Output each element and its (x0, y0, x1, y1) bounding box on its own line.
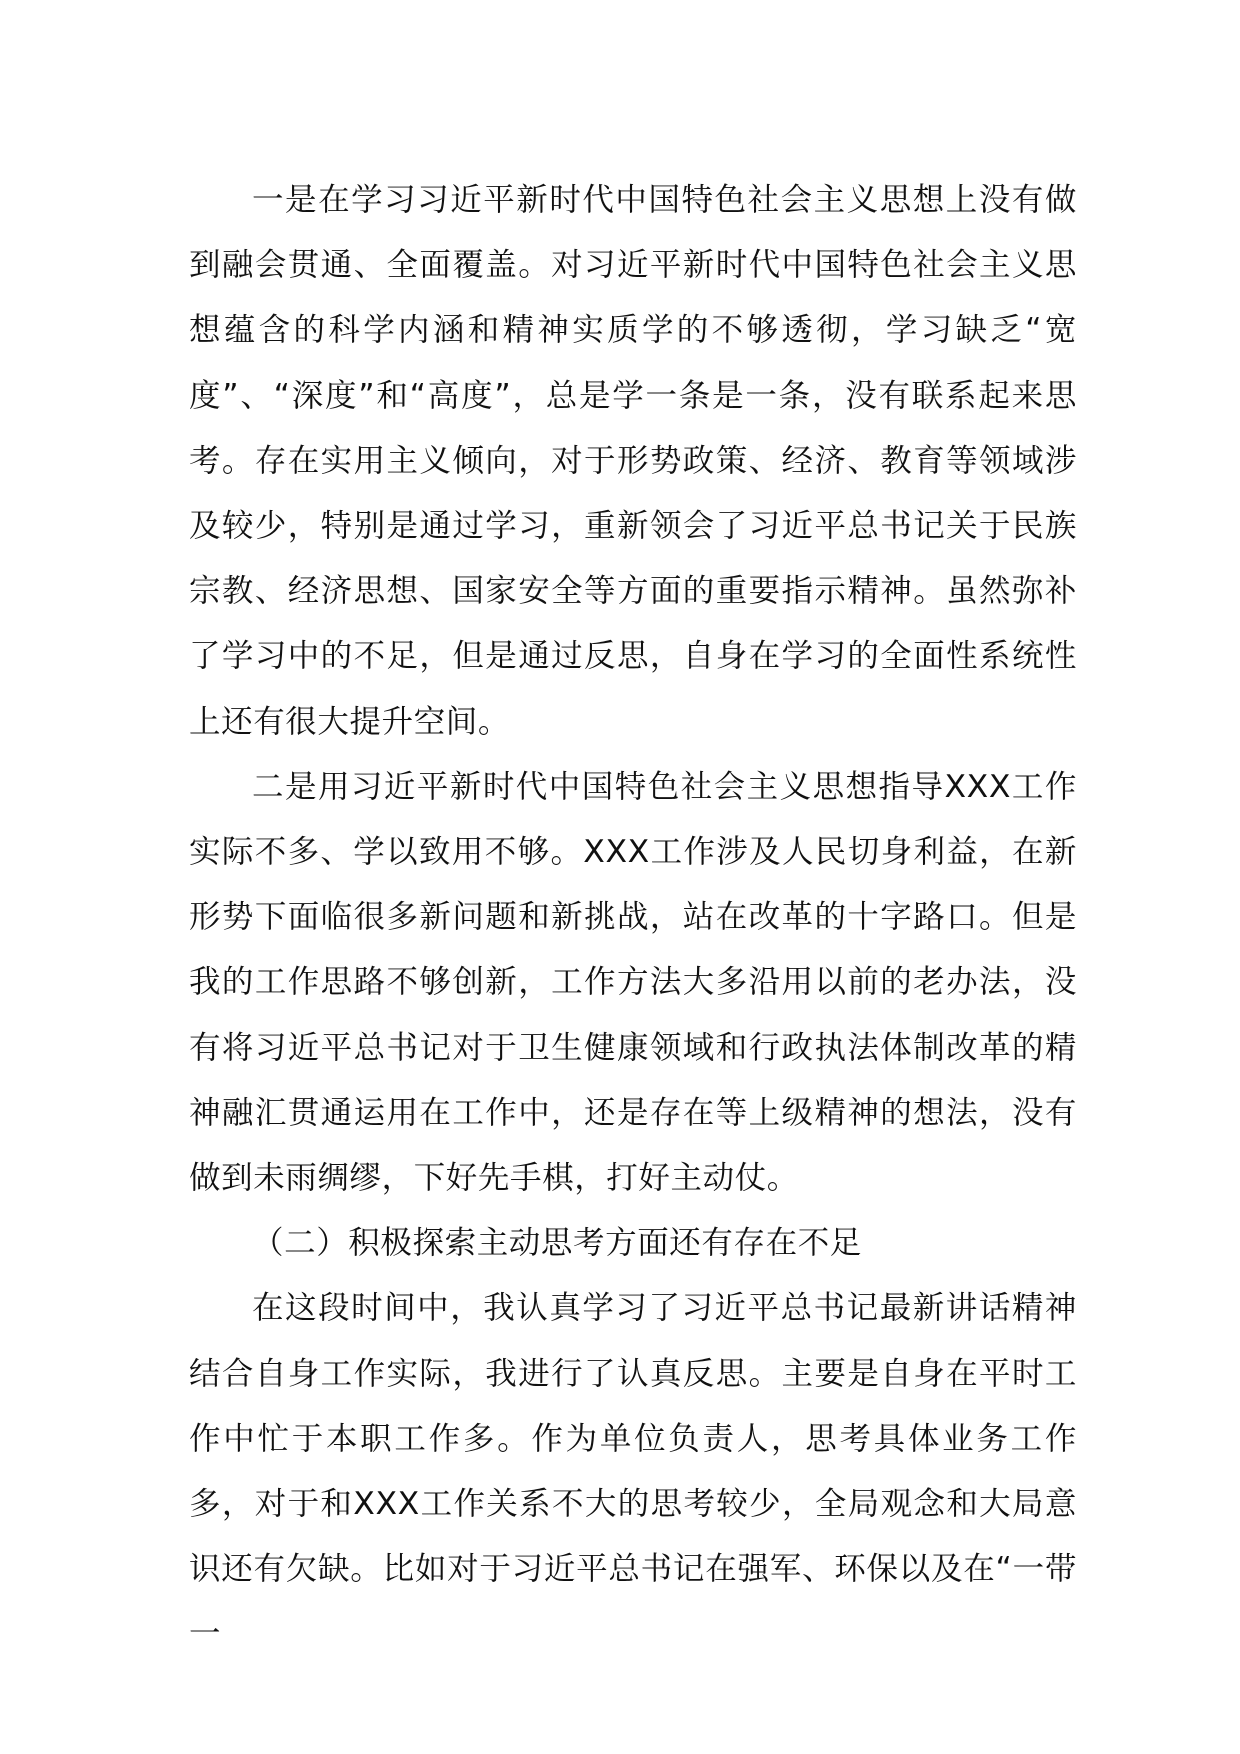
paragraph-1: 一是在学习习近平新时代中国特色社会主义思想上没有做到融会贯通、全面覆盖。对习近平新时代中国特色社会主义思想蕴含的科学内涵和精神实质学的不够透彻，学习缺乏“宽度”、“深度”和“高度”，总是学一条是一条，没有联系起来思考。存在实用主义倾向，对于形势政策、经济、教育等领域涉及较少，特别是通过学习，重新领会了习近平总书记关于民族宗教、经济思想、国家安全等方面的重要指示精神。虽然弥补了学习中的不足，但是通过反思，自身在学习的全面性系统性上还有很大提升空间。 (189, 182, 1077, 740)
paragraph-2: 二是用习近平新时代中国特色社会主义思想指导XXX工作实际不多、学以致用不够。XXX工作涉及人民切身利益，在新形势下面临很多新问题和新挑战，站在改革的十字路口。但是我的工作思路不够创新，工作方法大多沿用以前的老办法，没有将习近平总书记对于卫生健康领域和行政执法体制改革的精神融汇贯通运用在工作中，还是存在等上级精神的想法，没有做到未雨绸缪，下好先手棋，打好主动仗。 (189, 768, 1077, 1197)
document-body (189, 168, 1077, 1668)
paragraph-3: 在这段时间中，我认真学习了习近平总书记最新讲话精神结合自身工作实际，我进行了认真反思。主要是自身在平时工作中忙于本职工作多。作为单位负责人，思考具体业务工作多，对于和XXX工作关系不大的思考较少，全局观念和大局意识还有欠缺。比如对于习近平总书记在强军、环保以及在“一带一 (189, 1290, 1077, 1653)
section-heading: （二）积极探索主动思考方面还有存在不足 (252, 1225, 862, 1262)
